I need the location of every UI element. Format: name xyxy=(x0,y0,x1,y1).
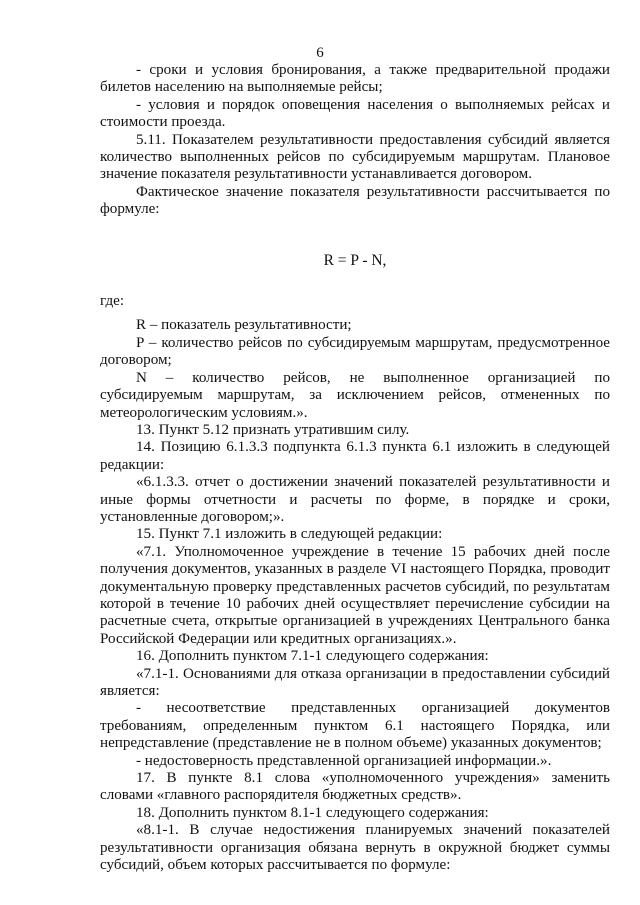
paragraph: - сроки и условия бронирования, а также предварительной продажи билетов населению на выполняемые рейсы; xyxy=(100,62,610,96)
list-item: 18. Дополнить пунктом 8.1-1 следующего содержания: xyxy=(136,804,489,821)
list-item: «6.1.3.3. отчет о достижении значений показателей результативности и иные формы отчетности и расчеты по форме, в порядке и сроки, установленные договором;». xyxy=(100,474,610,525)
formula: R = P - N, xyxy=(323,251,387,269)
definition: R – показатель результативности; xyxy=(136,317,352,334)
list-item: «7.1. Уполномоченное учреждение в течение 15 рабочих дней после получения документов, указанных в разделе VI настоящего Порядка, проводит документальную проверку представленных расчетов субсидий, по результатам которой в течение 10 рабочих дней осуществляет перечисление субсидии на расчетные счета, открытые организацией в учреждениях Центрального банка Российской Федерации или кредитных организациях.». xyxy=(100,543,610,647)
list-item: 13. Пункт 5.12 признать утратившим силу. xyxy=(136,421,410,438)
paragraph: - условия и порядок оповещения населения о выполняемых рейсах и стоимости проезда. xyxy=(100,96,610,131)
list-item: - недостоверность представленной организацией информации.». xyxy=(136,752,552,769)
list-item: 17. В пункте 8.1 слова «уполномоченного учреждения» заменить словами «главного распорядителя бюджетных средств». xyxy=(100,770,610,804)
paragraph: 5.11. Показателем результативности предоставления субсидий является количество выполненных рейсов по субсидируемым маршрутам. Плановое значение показателя результативности устанавливается договором. xyxy=(100,131,610,183)
page-number: 6 xyxy=(316,45,324,61)
definition: N – количество рейсов, не выполненное организацией по субсидируемым маршрутам, за исключением рейсов, отмененных по метеорологическим условиям.». xyxy=(100,369,610,421)
list-item: 16. Дополнить пунктом 7.1-1 следующего содержания: xyxy=(136,648,489,665)
document-body xyxy=(100,62,610,874)
list-item: 15. Пункт 7.1 изложить в следующей редакции: xyxy=(136,526,443,543)
list-item: - несоответствие представленных организацией документов требованиям, определенным пунктом 6.1 настоящего Порядка, или непредставление (представление не в полном объеме) указанных документов; xyxy=(100,700,610,752)
definition: P – количество рейсов по субсидируемым маршрутам, предусмотренное договором; xyxy=(100,334,610,369)
list-item: «8.1-1. В случае недостижения планируемых значений показателей результативности организация обязана вернуть в окружной бюджет суммы субсидий, объем которых рассчитывается по формуле: xyxy=(100,822,610,874)
list-item: «7.1-1. Основаниями для отказа организации в предоставлении субсидий является: xyxy=(100,665,610,699)
paragraph: Фактическое значение показателя результативности рассчитывается по формуле: xyxy=(100,183,610,218)
where-label: где: xyxy=(100,293,125,310)
list-item: 14. Позицию 6.1.3.3 подпункта 6.1.3 пункта 6.1 изложить в следующей редакции: xyxy=(100,439,610,473)
